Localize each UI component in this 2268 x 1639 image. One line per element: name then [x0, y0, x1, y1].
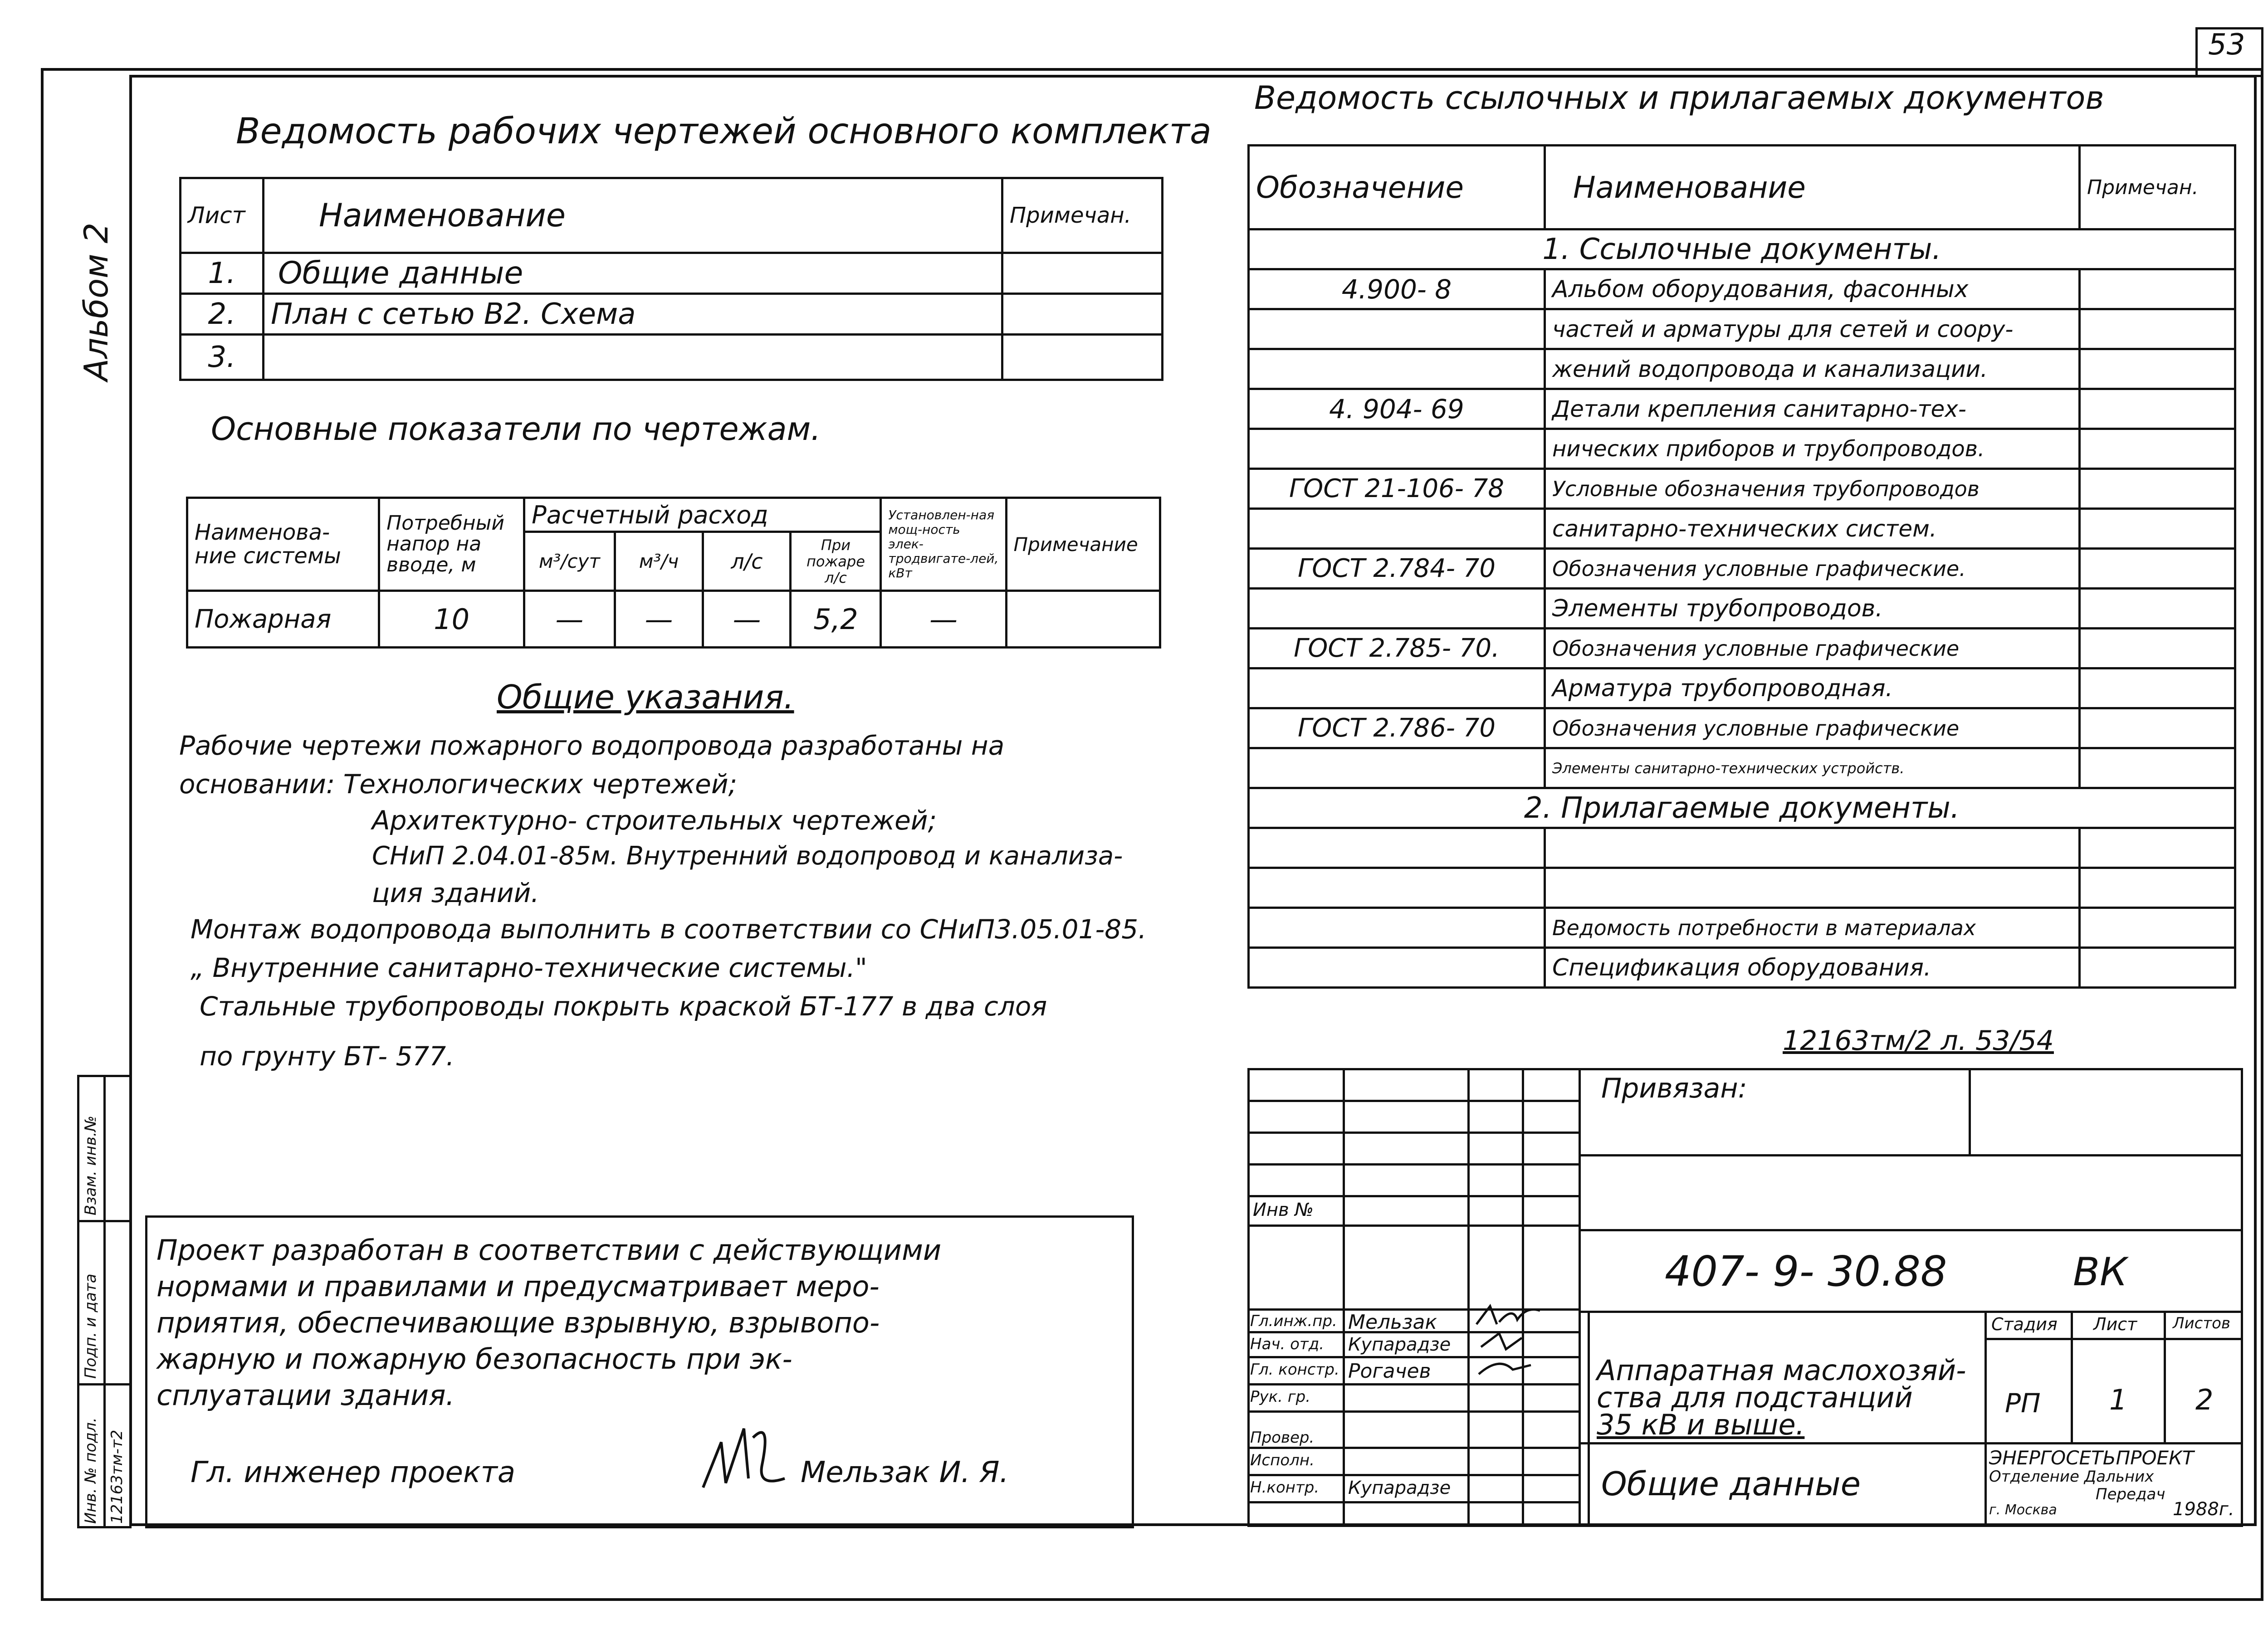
sheets-row-3-name — [264, 335, 1002, 380]
stamp-role: Рук. гр. — [1250, 1388, 1311, 1406]
stamp-stage: РП — [2005, 1388, 2041, 1419]
ind-header-m3h: м³/ч — [615, 532, 703, 591]
refs-row-name: Элементы санитарно-технических устройств. — [1545, 748, 2080, 788]
refs-row-designation: ГОСТ 21-106- 78 — [1249, 469, 1545, 509]
stamp-org-line-2: Отделение Дальних — [1989, 1468, 2154, 1486]
refs-row2-name: Ведомость потребности в материалах — [1545, 908, 2080, 948]
sheets-row-3-note — [1002, 335, 1163, 380]
stamp-line — [2071, 1311, 2073, 1442]
stamp-line — [1247, 1501, 1579, 1503]
stamp-line — [1588, 1311, 1590, 1527]
ind-row-note — [1006, 591, 1160, 648]
side-stamp-value: 12163тм-т2 — [108, 1429, 126, 1524]
refs-row2-note — [2080, 828, 2235, 868]
ind-row-ls: — — [703, 591, 791, 648]
side-stamp-row-line — [77, 1220, 132, 1222]
stamp-line — [1579, 1311, 2243, 1313]
stamp-title-line-1: Аппаратная маслохозяй- — [1597, 1354, 1966, 1387]
project-note-line-3: приятия, обеспечивающие взрывную, взрывопо- — [156, 1306, 880, 1339]
refs-header-note: Примечан. — [2080, 146, 2235, 229]
side-stamp-row-line — [77, 1383, 132, 1385]
sheets-row-3-num: 3. — [181, 335, 264, 380]
page-number: 53 — [2208, 28, 2245, 62]
refs-row-note — [2080, 748, 2235, 788]
refs-row-designation: ГОСТ 2.784- 70 — [1249, 549, 1545, 589]
refs-row-note — [2080, 269, 2235, 309]
ind-row-power: — — [881, 591, 1006, 648]
stamp-line — [1247, 1474, 1579, 1476]
ind-header-flow: Расчетный расход — [524, 498, 881, 532]
stamp-line — [1969, 1068, 1971, 1154]
refs-row-designation — [1249, 589, 1545, 629]
stamp-line — [1522, 1068, 1524, 1527]
stamp-sheets-label: Листов — [2173, 1314, 2231, 1332]
refs-row-note — [2080, 668, 2235, 708]
stamp-line — [1579, 1442, 2243, 1444]
ind-row-m3day: — — [524, 591, 615, 648]
refs-row2-note — [2080, 868, 2235, 908]
refs-row-note — [2080, 589, 2235, 629]
refs-row-designation: 4.900- 8 — [1249, 269, 1545, 309]
stamp-line — [1247, 1132, 1579, 1134]
stamp-line — [1984, 1311, 1987, 1527]
refs-row2-designation — [1249, 828, 1545, 868]
refs-row-designation — [1249, 668, 1545, 708]
sheets-row-2-num: 2. — [181, 294, 264, 335]
side-stamp-label-inv: Инв. № подл. — [82, 1417, 100, 1524]
stamp-line — [1579, 1154, 2243, 1156]
refs-row-designation — [1249, 748, 1545, 788]
ind-header-ls: л/с — [703, 532, 791, 591]
stamp-doc-code: 407- 9- 30.88 — [1665, 1247, 1947, 1296]
stamp-org-line-4: г. Москва — [1989, 1502, 2057, 1518]
stamp-line — [1247, 1100, 1579, 1102]
sheets-header-note: Примечан. — [1002, 178, 1163, 253]
stamp-name: Рогачев — [1348, 1360, 1431, 1383]
sheets-row-1-num: 1. — [181, 253, 264, 294]
refs-row-name: Условные обозначения трубопроводов — [1545, 469, 2080, 509]
stamp-sheet-title: Общие данные — [1601, 1465, 1861, 1503]
refs-row-designation — [1249, 509, 1545, 549]
chief-engineer-label: Гл. инженер проекта — [191, 1456, 516, 1489]
refs-row-note — [2080, 389, 2235, 429]
refs-header-designation: Обозначение — [1249, 146, 1545, 229]
indicators-title: Основные показатели по чертежам. — [211, 410, 821, 448]
sheets-row-2-note — [1002, 294, 1163, 335]
album-label: Альбом 2 — [77, 222, 115, 381]
stamp-line — [1343, 1068, 1345, 1527]
stamp-name: Купарадзе — [1348, 1334, 1451, 1355]
general-line-7: „ Внутренние санитарно-технические системы." — [191, 952, 867, 983]
chief-engineer-name: Мельзак И. Я. — [801, 1456, 1009, 1489]
refs-row-designation: ГОСТ 2.786- 70 — [1249, 708, 1545, 748]
refs-row-name: Обозначения условные графические — [1545, 629, 2080, 668]
refs-row2-designation — [1249, 908, 1545, 948]
sheets-header-name: Наименование — [264, 178, 1002, 253]
stamp-line — [1247, 1410, 1579, 1413]
ind-row-name: Пожарная — [187, 591, 379, 648]
refs-row-note — [2080, 469, 2235, 509]
stamp-name: Мельзак — [1348, 1311, 1437, 1334]
ind-row-m3h: — — [615, 591, 703, 648]
sheets-row-2-name: План с сетью В2. Схема — [264, 294, 1002, 335]
sheet-ref: 12163тм/2 л. 53/54 — [1783, 1025, 2054, 1057]
stamp-name: Купарадзе — [1348, 1478, 1451, 1498]
general-line-4: СНиП 2.04.01-85м. Внутренний водопровод и канализа- — [372, 841, 1123, 871]
general-line-6: Монтаж водопровода выполнить в соответствии со СНиП3.05.01-85. — [191, 914, 1147, 945]
project-note-line-4: жарную и пожарную безопасность при эк- — [156, 1342, 792, 1376]
ind-row-head: 10 — [379, 591, 524, 648]
refs-row2-designation — [1249, 868, 1545, 908]
refs-row2-name: Спецификация оборудования. — [1545, 948, 2080, 988]
stamp-sheet: 1 — [2109, 1383, 2127, 1416]
refs-row-designation — [1249, 349, 1545, 389]
refs-header-name: Наименование — [1545, 146, 2080, 229]
refs-row-name: Альбом оборудования, фасонных — [1545, 269, 2080, 309]
stamp-title-line-3: 35 кВ и выше. — [1597, 1408, 1805, 1441]
sheets-table — [179, 177, 1163, 381]
refs-row-designation: 4. 904- 69 — [1249, 389, 1545, 429]
stamp-line — [1247, 1163, 1579, 1166]
refs-section-1: 1. Ссылочные документы. — [1249, 229, 2235, 269]
stamp-line — [1247, 1447, 1579, 1449]
project-note-line-5: сплуатации здания. — [156, 1379, 455, 1412]
stamp-sheet-label: Лист — [2093, 1314, 2137, 1334]
refs-row-name: частей и арматуры для сетей и соору- — [1545, 309, 2080, 349]
sheets-row-1-note — [1002, 253, 1163, 294]
refs-row-name: Элементы трубопроводов. — [1545, 589, 2080, 629]
general-line-3: Архитектурно- строительных чертежей; — [372, 805, 937, 836]
stamp-bound-label: Привязан: — [1601, 1073, 1747, 1104]
ind-header-power: Установлен-ная мощ-ность элек-тродвигате-лей, кВт — [881, 498, 1006, 591]
refs-row-name: Обозначения условные графические — [1545, 708, 2080, 748]
stamp-role: Гл. констр. — [1250, 1361, 1339, 1379]
stamp-org-line-1: ЭНЕРГОСЕТЬПРОЕКТ — [1989, 1447, 2194, 1469]
refs-row-note — [2080, 349, 2235, 389]
refs-row-note — [2080, 549, 2235, 589]
refs-row2-note — [2080, 948, 2235, 988]
sheets-row-1-name: Общие данные — [264, 253, 1002, 294]
stamp-inv-label: Инв № — [1253, 1200, 1314, 1220]
stamp-line — [1984, 1338, 2243, 1340]
ind-header-m3day: м³/сут — [524, 532, 615, 591]
stamp-line — [2164, 1311, 2166, 1442]
project-note-line-2: нормами и правилами и предусматривает меро- — [156, 1270, 880, 1303]
refs-row-name: Детали крепления санитарно-тех- — [1545, 389, 2080, 429]
stamp-role: Гл.инж.пр. — [1250, 1312, 1337, 1330]
stamp-signature — [1472, 1302, 1563, 1388]
general-line-9: по грунту БТ- 577. — [200, 1041, 455, 1072]
refs-row-note — [2080, 629, 2235, 668]
stamp-line — [1467, 1068, 1470, 1527]
stamp-line — [1579, 1229, 2243, 1231]
ind-header-name: Наименова-ние системы — [187, 498, 379, 591]
stamp-line — [1579, 1068, 1581, 1527]
stamp-doc-mark: ВК — [2073, 1249, 2128, 1295]
stamp-org-line-3: Передач — [2096, 1485, 2165, 1503]
refs-row-note — [2080, 708, 2235, 748]
refs-row-name: жений водопровода и канализации. — [1545, 349, 2080, 389]
indicators-table — [186, 497, 1161, 649]
refs-row-designation: ГОСТ 2.785- 70. — [1249, 629, 1545, 668]
refs-row-name: Арматура трубопроводная. — [1545, 668, 2080, 708]
stamp-role: Нач. отд. — [1250, 1335, 1325, 1353]
ind-header-head: Потребный напор на вводе, м — [379, 498, 524, 591]
refs-row-note — [2080, 309, 2235, 349]
refs-row-designation — [1249, 429, 1545, 469]
general-line-1: Рабочие чертежи пожарного водопровода разработаны на — [179, 730, 1005, 761]
refs-title: Ведомость ссылочных и прилагаемых документов — [1254, 79, 2104, 117]
refs-row2-name — [1545, 868, 2080, 908]
general-title: Общие указания. — [497, 678, 794, 716]
stamp-line — [1247, 1224, 1579, 1227]
refs-row-name: нических приборов и трубопроводов. — [1545, 429, 2080, 469]
stamp-title-line-2: ства для подстанций — [1597, 1381, 1913, 1414]
general-line-5: ция зданий. — [372, 878, 539, 908]
ind-header-note: Примечание — [1006, 498, 1160, 591]
stamp-org-line-5: 1988г. — [2173, 1499, 2234, 1520]
sheets-title: Ведомость рабочих чертежей основного комплекта — [236, 111, 1212, 152]
sheets-header-sheet: Лист — [181, 178, 264, 253]
side-stamp-divider — [103, 1075, 106, 1528]
refs-section-2: 2. Прилагаемые документы. — [1249, 788, 2235, 828]
stamp-role: Исполн. — [1250, 1451, 1315, 1469]
stamp-role: Н.контр. — [1250, 1478, 1320, 1497]
stamp-sheets: 2 — [2195, 1383, 2214, 1416]
project-note-line-1: Проект разработан в соответствии с действующими — [156, 1234, 942, 1267]
ind-row-fire: 5,2 — [791, 591, 881, 648]
general-line-8: Стальные трубопроводы покрыть краской БТ-177 в два слоя — [200, 991, 1047, 1022]
refs-row-designation — [1249, 309, 1545, 349]
refs-row-note — [2080, 509, 2235, 549]
stamp-line — [1247, 1195, 1579, 1197]
refs-row2-note — [2080, 908, 2235, 948]
chief-engineer-signature — [694, 1410, 803, 1501]
stamp-stage-label: Стадия — [1991, 1314, 2058, 1334]
side-stamp-label-vzam: Взам. инв.№ — [82, 1115, 100, 1215]
refs-table — [1247, 144, 2236, 989]
ind-header-fire: При пожаре л/с — [791, 532, 881, 591]
refs-row-name: Обозначения условные графические. — [1545, 549, 2080, 589]
general-line-2: основании: Технологических чертежей; — [179, 769, 738, 800]
refs-row-note — [2080, 429, 2235, 469]
side-stamp-label-podp: Подп. и дата — [82, 1273, 100, 1379]
refs-row2-name — [1545, 828, 2080, 868]
stamp-role: Провер. — [1250, 1429, 1315, 1447]
refs-row-name: санитарно-технических систем. — [1545, 509, 2080, 549]
refs-row2-designation — [1249, 948, 1545, 988]
